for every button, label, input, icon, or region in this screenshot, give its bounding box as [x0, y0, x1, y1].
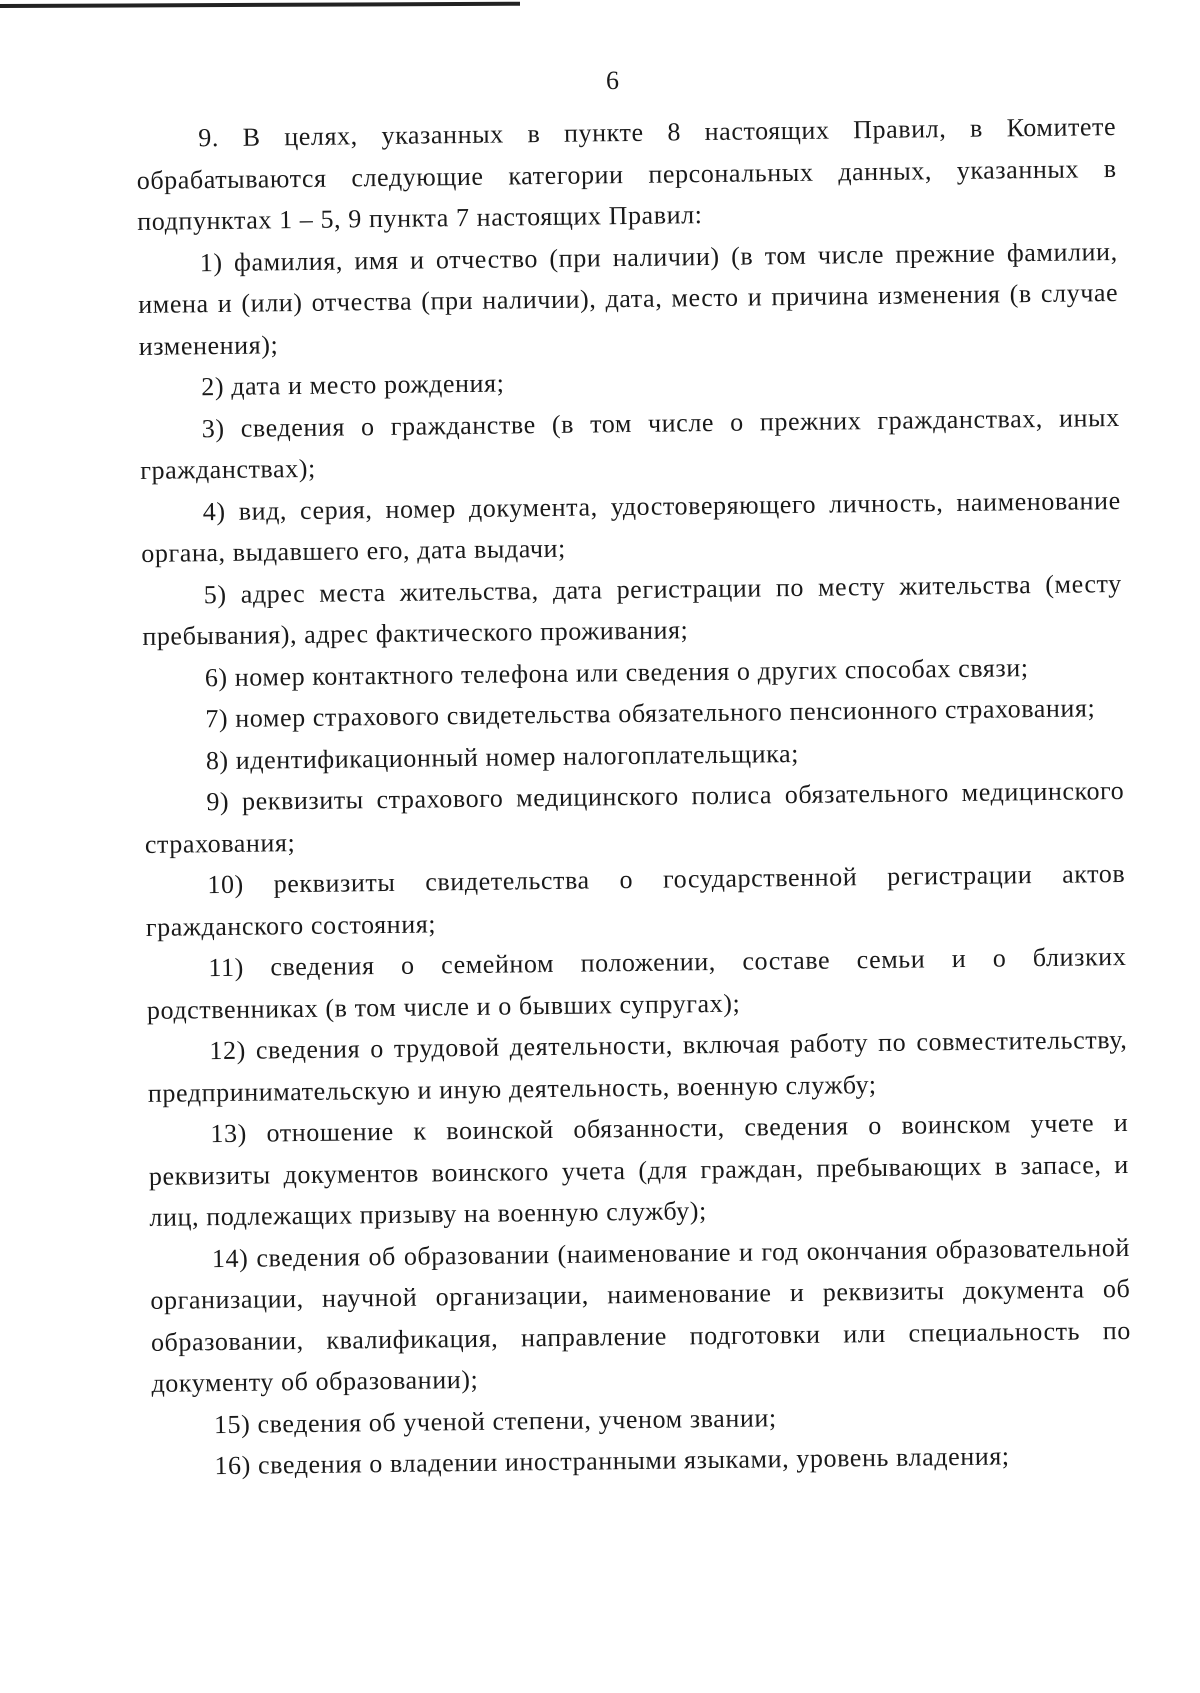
- list-item-2: 2) дата и место рождения;: [201, 368, 505, 402]
- scan-edge-line: [0, 2, 520, 8]
- list-item-14: 14) сведения об образовании (наименование и год окончания образовательной организации, научной организации, наименование и реквизиты документа об образовании, квалификация, направление подготовки или специальность по документу об образовании);: [150, 1232, 1132, 1398]
- list-item-12: 12) сведения о трудовой деятельности, включая работу по совместительству, предпринимательскую и иную деятельность, военную службу;: [147, 1024, 1128, 1108]
- paragraph-9-intro: 9. В целях, указанных в пункте 8 настоящих Правил, в Комитете обрабатываются следующие категории персональных данных, указанных в подпунктах 1 – 5, 9 пункта 7 настоящих Правил:: [136, 112, 1117, 236]
- list-item-5: 5) адрес места жительства, дата регистрации по месту жительства (месту пребывания), адрес фактического проживания;: [142, 568, 1122, 651]
- list-item-4: 4) вид, серия, номер документа, удостоверяющего личность, наименование органа, выдавшего его, дата выдачи;: [141, 485, 1121, 568]
- list-item-13: 13) отношение к воинской обязанности, сведения о воинском учете и реквизиты документов воинского учета (для граждан, пребывающих в запасе, и лиц, подлежащих призыву на военную службу);: [148, 1107, 1130, 1232]
- list-item-10: 10) реквизиты свидетельства о государственной регистрации актов гражданского состояния;: [145, 858, 1126, 942]
- list-item-7: 7) номер страхового свидетельства обязательного пенсионного страхования;: [205, 693, 1096, 734]
- list-item-16: 16) сведения о владении иностранными языками, уровень владения;: [214, 1441, 1010, 1481]
- document-body: [136, 106, 1133, 1487]
- list-item-15: 15) сведения об ученой степени, ученом звании;: [213, 1402, 777, 1439]
- page-number: 6: [606, 66, 619, 95]
- list-item-11: 11) сведения о семейном положении, составе семьи и о близких родственниках (в том числе и о бывших супругах);: [146, 941, 1127, 1025]
- list-item-1: 1) фамилия, имя и отчество (при наличии) (в том числе прежние фамилии, имена и (или) отчества (при наличии), дата, место и причина изменения (в случае изменения);: [138, 236, 1119, 361]
- list-item-3: 3) сведения о гражданстве (в том числе о прежних гражданствах, иных гражданствах);: [140, 402, 1120, 485]
- list-item-8: 8) идентификационный номер налогоплательщика;: [205, 738, 800, 775]
- list-item-6: 6) номер контактного телефона или сведения о других способах связи;: [204, 652, 1029, 692]
- list-item-9: 9) реквизиты страхового медицинского полиса обязательного медицинского страхования;: [144, 775, 1125, 859]
